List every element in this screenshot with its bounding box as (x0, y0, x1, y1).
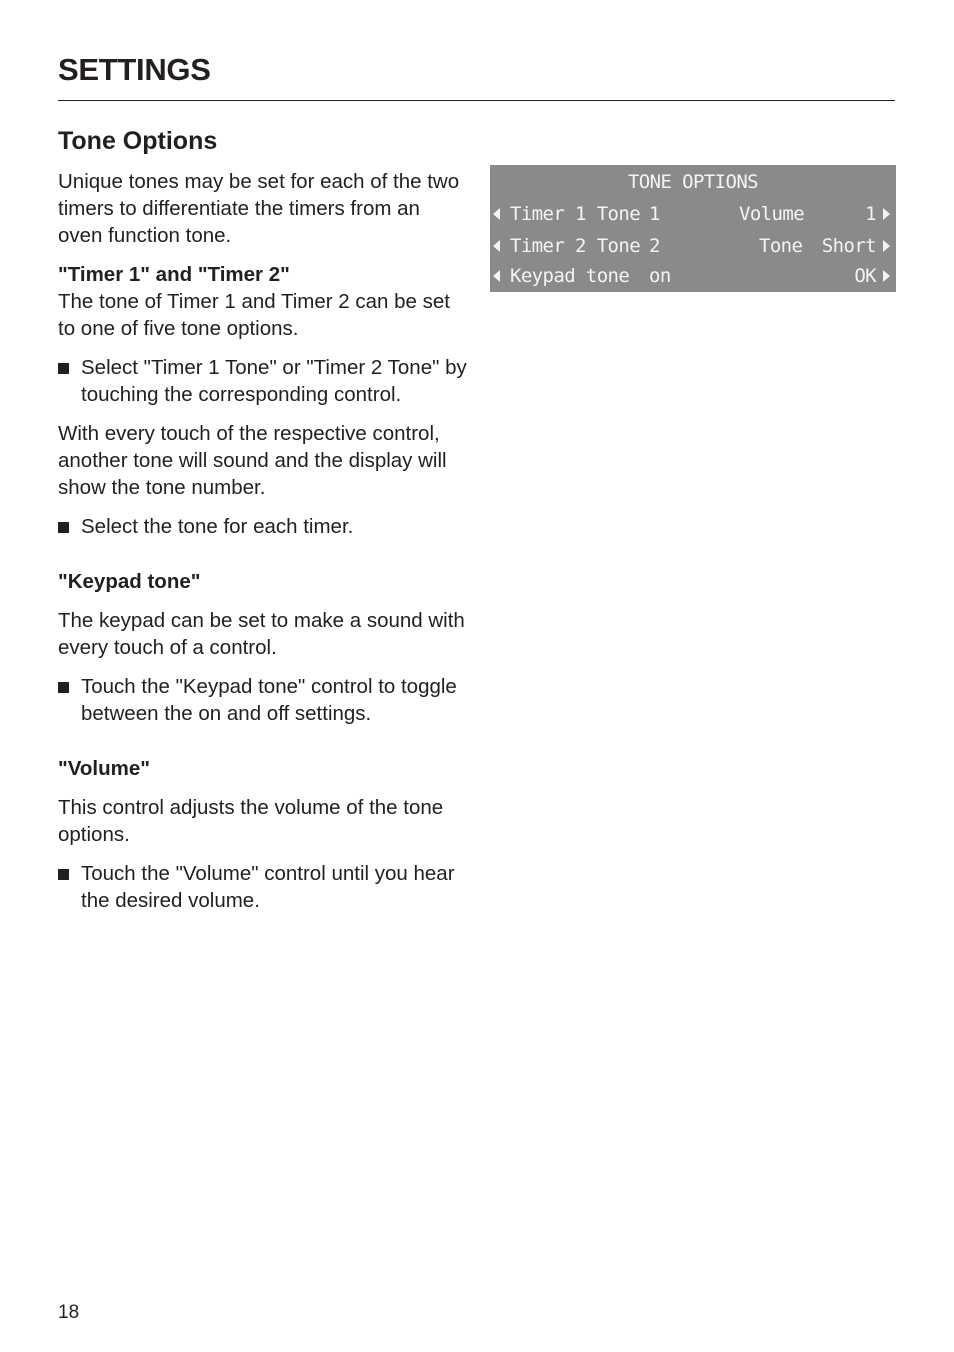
volume-paragraph: This control adjusts the volume of the tone options. (58, 796, 444, 846)
timers-bullet-select-tone (58, 354, 468, 408)
bullet-text: Touch the "Volume" control until you hear the desired volume. (81, 862, 455, 912)
bullet-square-icon (58, 522, 69, 533)
tone-options-display (490, 165, 896, 292)
keypad-tone-label: Keypad tone (510, 265, 630, 287)
ok-label: OK (854, 265, 876, 287)
triangle-right-icon (883, 208, 890, 220)
keypad-heading: "Keypad tone" (58, 570, 201, 593)
timers-heading: "Timer 1" and "Timer 2" (58, 263, 290, 286)
page-number: 18 (58, 1302, 80, 1323)
header-divider (58, 100, 895, 101)
tone-value: Short (821, 235, 876, 257)
page-title: SETTINGS (58, 52, 211, 87)
bullet-text: Select the tone for each timer. (81, 515, 354, 538)
triangle-left-icon (493, 208, 500, 220)
volume-value: 1 (865, 203, 876, 225)
bullet-square-icon (58, 682, 69, 693)
volume-heading: "Volume" (58, 757, 150, 780)
volume-bullet (58, 860, 468, 914)
timers-paragraph-2: With every touch of the respective control, another tone will sound and the display will show the tone number. (58, 422, 447, 499)
triangle-left-icon (493, 270, 500, 282)
keypad-bullet (58, 673, 468, 727)
display-row-timer-2 (490, 231, 896, 261)
bullet-square-icon (58, 869, 69, 880)
tone-label: Tone (759, 235, 803, 257)
section-title: Tone Options (58, 127, 218, 155)
keypad-tone-value: on (649, 265, 671, 287)
timer-1-tone-label: Timer 1 Tone (510, 203, 641, 225)
triangle-left-icon (493, 240, 500, 252)
volume-label: Volume (739, 203, 805, 225)
intro-paragraph: Unique tones may be set for each of the two timers to differentiate the timers from an oven function tone. (58, 170, 460, 247)
timers-bullet-select-each (58, 513, 468, 540)
bullet-text: Touch the "Keypad tone" control to toggle between the on and off settings. (81, 675, 457, 725)
bullet-square-icon (58, 363, 69, 374)
keypad-paragraph: The keypad can be set to make a sound with every touch of a control. (58, 609, 465, 659)
timer-1-tone-value: 1 (649, 203, 660, 225)
bullet-text: Select "Timer 1 Tone" or "Timer 2 Tone" by touching the corresponding control. (81, 356, 467, 406)
triangle-right-icon (883, 270, 890, 282)
timer-2-tone-value: 2 (649, 235, 660, 257)
triangle-right-icon (883, 240, 890, 252)
main-text-column (58, 124, 468, 926)
timers-paragraph: The tone of Timer 1 and Timer 2 can be set to one of five tone options. (58, 290, 450, 340)
display-row-keypad (490, 263, 896, 291)
timer-2-tone-label: Timer 2 Tone (510, 235, 641, 257)
display-title: TONE OPTIONS (627, 171, 759, 193)
display-row-timer-1 (490, 199, 896, 229)
